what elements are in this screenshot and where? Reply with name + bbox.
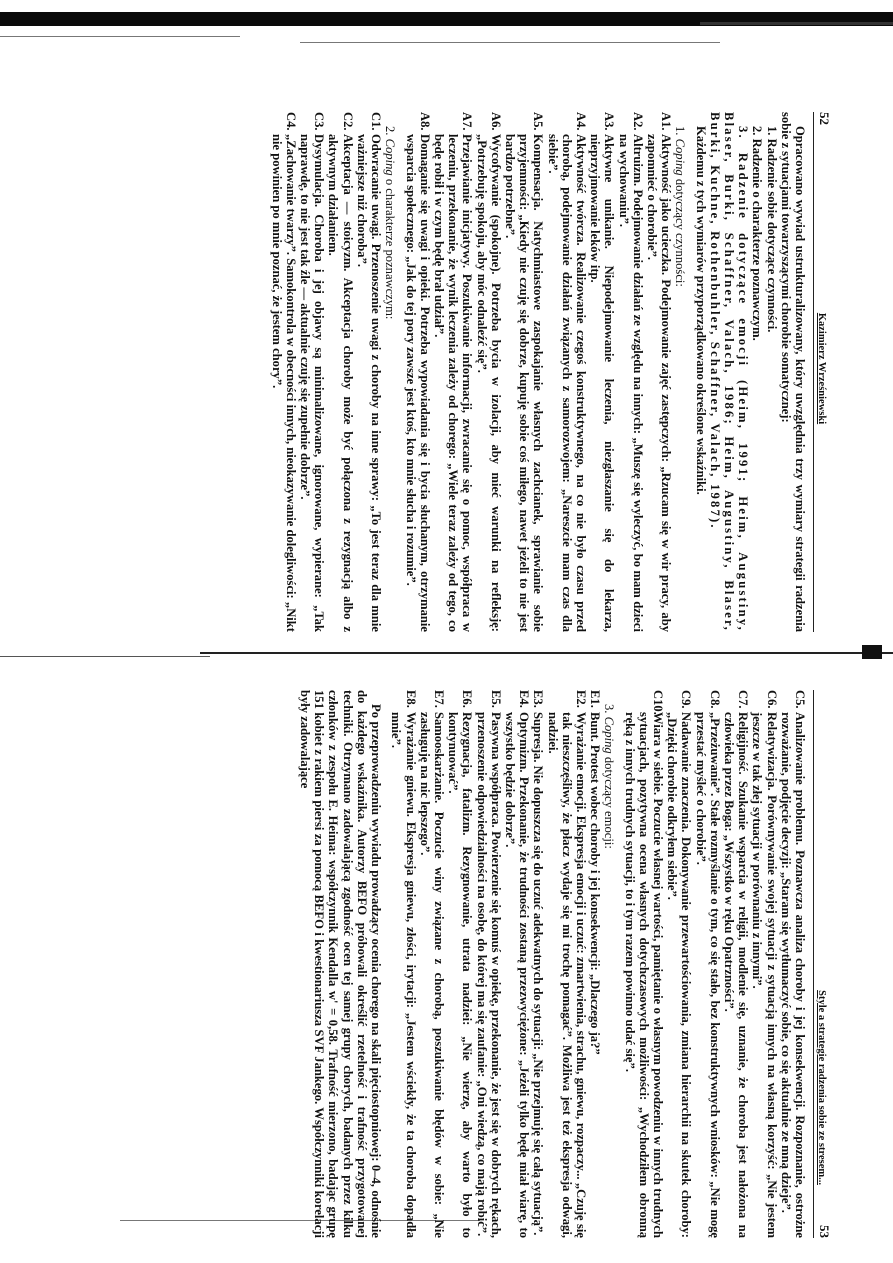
- coping-item: E3.Supresja. Nie dopuszcza się do uczuć adekwatnych do sytuacji: „Nie przejmuję się całą sytuacją”.: [531, 690, 546, 1236]
- coping-item: E7.Samooskarżanie. Poczucie winy związane z chorobą, poszukiwanie błędów w sobie: „Nie zasługuję na nic lepszego”.: [417, 690, 446, 1238]
- scan-noise-line: [0, 36, 240, 37]
- section-heading: 3. Coping dotyczący emocji:: [602, 704, 617, 849]
- page-header: [813, 690, 832, 1238]
- running-head: Kazimierz Wrześniewski: [816, 312, 827, 425]
- coping-item: A1.Aktywność jako ucieczka. Podejmowanie zajęć zastępczych: „Rzucam się w wir pracy, aby zapomnieć o chorobie”.: [644, 112, 674, 632]
- page-divider-left: [0, 656, 210, 657]
- section-heading: 1. Coping dotyczący czynności:: [673, 126, 688, 287]
- coping-item: C9.Nadawanie znaczenia. Dokonywanie przewartościowania, zmiana hierarchii na skutek choroby: „Dzięki chorobie odkryłem siebie”.: [665, 690, 694, 1238]
- scan-top-border-tail: [700, 22, 893, 25]
- coping-item: E1.Bunt. Protest wobec choroby i jej konsekwencji: „Dlaczego ja?”: [588, 690, 603, 1055]
- coping-item: C7.Religijność. Szukanie wsparcia w religii, modlenie się, uznanie, że choroba jest nałożona na człowieka przez Boga: „Wszystko w ręku Opatrzności”.: [721, 690, 751, 1238]
- coping-item: A8.Domaganie się uwagi i opieki. Potrzeba wypowiadania się i bycia słuchanym, otrzymanie wsparcia społecznego: „Jak do tej pory zawsze jest ktoś, kto mnie słucha i rozumie”.: [403, 112, 432, 632]
- page-53: [142, 690, 832, 1238]
- coping-item: C5.Analizowanie problemu. Poznawcza analiza choroby i jej konsekwencji. Rozpoznanie, ostrożne rozważanie, podjęcie decyzji: „Staram się wytłumaczyć sobie, co się aktualnie ze mną dzieje”.: [778, 690, 807, 1238]
- page-divider: [200, 652, 893, 654]
- coping-item: E6.Rezygnacja, fatalizm. Rezygnowanie, utrata nadziei: „Nie wierzę, aby warto było to kontynuować”.: [446, 690, 475, 1238]
- coping-item: A6.Wycofywanie (spokojne). Potrzeba bycia w izolacji, aby mieć warunki na refleksję: „Potrzebuję spokoju, aby móc odnaleźć się”.: [474, 112, 503, 632]
- page-header: [813, 112, 832, 632]
- coping-item: A7.Przejawianie inicjatywy. Poszukiwanie informacji, zwracanie się o pomoc, współpraca w leczeniu, przekonanie, że wynik leczenia zależy od chorego: „Wiele teraz zależy od tego, co będę robił i w czym będę brał udział”.: [431, 112, 475, 632]
- coping-item: C6.Relatywizacja. Porównywanie swojej sytuacji z sytuacją innych na własną korzyść: „Nie jestem jeszcze w tak złej sytuacji w porównaniu z innymi”.: [750, 690, 779, 1238]
- coping-item: A5.Kompensacja. Natychmiastowe zaspokajanie własnych zachcianek, sprawianie sobie przyjemności: „Kiedy nie czuję się dobrze, kupuję sobie coś miłego, nawet jeżeli to nie jest bardzo potrzebne”.: [502, 112, 546, 632]
- coping-item: C10.Wiara w siebie. Poczucie własnej wartości, pamiętanie o własnym powodzeniu w innych trudnych sytuacjach, pozytywna ocena własnych dotychczasowych możliwości: „Wychodziłem obronną ręką z innych trudnych sytuacji, to i tym razem powinno udać się”.: [622, 690, 665, 1238]
- page-body: [298, 690, 807, 1238]
- coping-item: A3.Aktywne unikanie. Niepodejmowanie leczenia, niezgłaszanie się do lekarza, nieprzyjmowanie leków itp.: [588, 112, 617, 632]
- coping-item: C4.„Zachowanie twarzy”. Samokontrola w obecności innych, nieokazywanie dolegliwości: „Nikt nie powinien po mnie poznać, że jestem chory”.: [269, 112, 298, 632]
- coping-item: A4.Aktywność twórcza. Realizowanie czegoś konstruktywnego, na co nie było czasu przed chorobą, podejmowanie działań związanych z samorozwojem: „Nareszcie mam czas dla siebie”.: [545, 112, 588, 632]
- coping-item: E4.Optymizm. Przekonanie, że trudności zostaną przezwyciężone: „Jeżeli tylko będę miał wiarę, to wszystko będzie dobrze”.: [502, 690, 532, 1238]
- closing-paragraph: Po przeprowadzeniu wywiadu prowadzący ocenia chorego na skali pięciostopniowej: 0–4, odnośnie do każdego wskaźnika. Autorzy BEFO próbowali określić rzetelność i trafność przygotowanej techniki. Otrzymano zadowalającą zgodność ocen tej samej grupy chorych, badanych przez kilku członków z zespołu E. Heima: współczynnik Kendalla w' = 0,58. Trafność mierzono, badając grupę 151 kobiet z rakiem piersi za pomocą BEFO i kwestionariusza SVF Jankego. Współczynniki korelacji były zadowalające: [298, 690, 384, 1238]
- strategy-list-item: 3. Radzenie dotyczące emocji (Heim, 1991; Heim, Augustiny, Blaser, Burki, Schaffner, Valach, 1986; Heim, Augustiny, Blaser, Burki, Kuchne, Rothenbuhler, Schaffner, Valach, 1987).: [707, 112, 751, 632]
- coping-item: E5.Pasywna współpraca. Powierzenie się komuś w opiekę, przekonanie, że jest się w dobrych rękach, przenoszenie odpowiedzialności na osobę, do której ma się zaufanie: „Oni wiedzą, co mają robić”.: [474, 690, 503, 1238]
- page-divider-mark: [862, 645, 882, 659]
- coping-item: A2.Altruizm. Podejmowanie działań ze względu na innych: „Muszę się wyleczyć, bo mam dzieci na wychowaniu”.: [616, 112, 645, 632]
- coping-item: C8.„Przeżuwanie”. Stałe rozmyślanie o tym, co się stało, bez konstruktywnych wniosków: „Nie mogę przestać myśleć o chorobie”.: [693, 690, 722, 1238]
- strategy-list-item: 2. Radzenie o charakterze poznawczym.: [750, 126, 765, 341]
- scan-noise-line: [300, 42, 720, 43]
- coping-item: E8.Wyrażanie gniewu. Ekspresja gniewu, złości, irytacji: „Jestem wściekły, że ta choroba dopadła mnie”.: [389, 690, 418, 1238]
- coping-item: C3.Dysymulacja. Choroba i jej objawy są minimalizowane, ignorowane, wypierane: „Tak naprawdę, to nie jest tak źle — aktualnie czuję się zupełnie dobrze”.: [298, 112, 327, 632]
- page-number: 53: [817, 1225, 832, 1238]
- page-52: [142, 112, 832, 632]
- coping-item: C2.Akceptacja — stoicyzm. Akceptacja choroby może być połączona z rezygnacją albo z aktywnym działaniem.: [326, 112, 355, 632]
- page-number: 52: [817, 112, 832, 125]
- running-head: Style a strategie radzenia sobie ze stresem...: [816, 990, 827, 1185]
- page-body: [269, 112, 807, 632]
- coping-item: C1.Odwracanie uwagi. Przenoszenie uwagi z choroby na inne sprawy: „To jest teraz dla mnie ważniejsze niż choroba”.: [354, 112, 384, 632]
- intro-paragraph: Opracowano wywiad ustrukturalizowany, który uwzględnia trzy wymiary strategii radzenia sobie z sytuacjami towarzyszącymi chorobie somatycznej:: [778, 112, 807, 632]
- list-tail: Każdemu z tych wymiarów przyporządkowano określone wskaźniki.: [693, 126, 708, 495]
- section-heading: 2. Coping o charakterze poznawczym:: [383, 126, 398, 320]
- strategy-list-item: 1. Radzenie sobie dotyczące czynności.: [764, 126, 779, 333]
- coping-item: E2.Wyrażanie emocji. Ekspresja emocji i uczuć: zmartwienia, strachu, gniewu, rozpaczy... „Czuję się tak nieszczęśliwy, że płacz wydaje się mi trochę pomagać”. Możliwa jest też ekspresja odwagi, nadziei.: [545, 690, 588, 1238]
